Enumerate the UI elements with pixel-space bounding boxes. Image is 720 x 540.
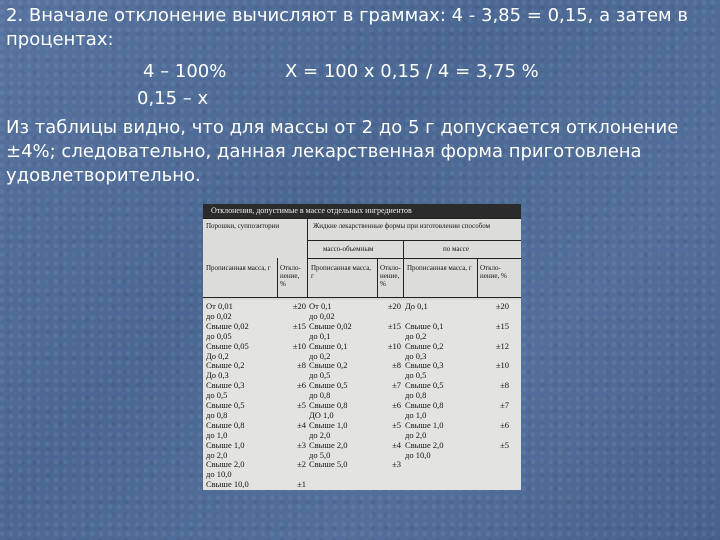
header-by-mass: по массе — [443, 245, 469, 253]
table-cell: До 0,3 — [206, 370, 229, 381]
table-cell: ±20 — [292, 301, 306, 311]
table-cell: до 0,05 — [206, 330, 232, 341]
table-cell: Свыше 0,5 — [309, 380, 348, 391]
table-cell: ±5 — [297, 400, 306, 410]
table-cell: ±8 — [500, 380, 509, 391]
header-deviation-1: Откло-нение, % — [280, 264, 301, 288]
table-cell: ±6 — [500, 419, 509, 430]
table-cell: ±8 — [297, 360, 306, 371]
table-title: Отклонения, допустимые в массе отдельных ингредиентов — [203, 204, 521, 218]
table-cell: до 1,0 — [405, 409, 427, 420]
deviation-table-scan — [203, 204, 521, 490]
header-liquids: Жидкие лекарственные формы при изготовлении способом — [313, 222, 491, 230]
table-cell: до 0,1 — [309, 330, 331, 341]
table-cell: ±15 — [495, 320, 509, 331]
table-cell: Свыше 0,8 — [309, 400, 348, 410]
table-cell: ±6 — [297, 380, 306, 391]
table-cell: ±7 — [500, 400, 509, 410]
header-mass-volume: массо-объемным — [323, 245, 374, 253]
table-cell: до 0,2 — [405, 330, 427, 341]
table-cell: ±3 — [392, 459, 401, 470]
table-cell: Свыше 2,0 — [206, 459, 245, 470]
divider — [203, 297, 521, 298]
table-cell: Свыше 1,0 — [309, 419, 348, 430]
table-cell: Свыше 2,0 — [309, 439, 348, 450]
table-cell: Свыше 0,8 — [206, 419, 245, 430]
table-cell: ±20 — [495, 301, 509, 311]
table-cell: до 5,0 — [309, 449, 331, 460]
table-cell: Свыше 0,8 — [405, 400, 444, 410]
divider — [277, 258, 278, 298]
divider — [307, 258, 521, 259]
table-cell: Свыше 5,0 — [309, 459, 348, 470]
table-cell: ±1 — [297, 479, 306, 490]
table-cell: До 0,1 — [405, 301, 428, 311]
proportion-bottom: 0,15 – х — [137, 88, 209, 109]
table-cell: Свыше 0,2 — [309, 360, 348, 371]
table-cell: Свыше 0,3 — [206, 380, 245, 391]
table-cell: ±4 — [297, 419, 306, 430]
table-cell: до 10,0 — [405, 449, 431, 460]
text-line-1: 2. Вначале отклонение вычисляют в граммах: 4 - 3,85 = 0,15, а затем в — [6, 5, 688, 26]
table-cell: до 0,2 — [309, 350, 331, 361]
table-cell: до 2,0 — [309, 429, 331, 440]
table-cell: до 0,8 — [405, 390, 427, 401]
table-cell: до 0,02 — [206, 310, 232, 321]
table-cell: От 0,01 — [206, 301, 233, 311]
table-cell: до 0,02 — [309, 310, 335, 321]
table-row — [203, 480, 521, 499]
text-line-7: удовлетворительно. — [6, 165, 201, 186]
table-cell: Свыше 0,02 — [206, 320, 249, 331]
table-cell: ±20 — [387, 301, 401, 311]
table-cell: ±4 — [392, 439, 401, 450]
header-powders: Порошки, суппозитории — [206, 222, 280, 230]
table-cell: Свыше 0,1 — [309, 340, 348, 351]
table-cell: Свыше 10,0 — [206, 479, 249, 490]
table-cell: до 2,0 — [206, 449, 228, 460]
table-cell: до 2,0 — [405, 429, 427, 440]
table-body — [203, 300, 521, 490]
formula: Х = 100 х 0,15 / 4 = 3,75 % — [285, 61, 539, 82]
table-cell: Свыше 2,0 — [405, 439, 444, 450]
table-cell: до 0,3 — [405, 350, 427, 361]
table-cell: Свыше 0,2 — [206, 360, 245, 371]
header-deviation-2: Откло-нение, % — [380, 264, 401, 288]
table-cell: Свыше 0,1 — [405, 320, 444, 331]
header-deviation-3: Откло-нение, % — [480, 264, 507, 280]
table-cell: до 0,5 — [309, 370, 331, 381]
divider — [403, 240, 404, 298]
table-cell: ±2 — [297, 459, 306, 470]
table-cell: Свыше 0,02 — [309, 320, 352, 331]
table-header — [203, 218, 521, 298]
table-cell: ±3 — [297, 439, 306, 450]
table-cell: Свыше 0,3 — [405, 360, 444, 371]
table-cell: до 0,8 — [309, 390, 331, 401]
text-line-5: Из таблицы видно, что для массы от 2 до 5 г допускается отклонение — [6, 117, 679, 138]
proportion-left: 4 – 100% — [143, 61, 227, 82]
table-cell: ±7 — [392, 380, 401, 391]
header-prescribed-mass-1: Прописанная масса, г — [206, 264, 271, 272]
table-cell: Свыше 0,5 — [405, 380, 444, 391]
text-line-2: процентах: — [6, 29, 114, 50]
table-cell: Свыше 0,5 — [206, 400, 245, 410]
header-prescribed-mass-3: Прописанная масса, г — [407, 264, 472, 272]
table-cell: Свыше 1,0 — [405, 419, 444, 430]
table-cell: ±12 — [495, 340, 509, 351]
table-cell: до 0,5 — [405, 370, 427, 381]
text-line-6: ±4%; следовательно, данная лекарственная форма приготовлена — [6, 141, 642, 162]
table-cell: Свыше 0,2 — [405, 340, 444, 351]
table-cell: до 10,0 — [206, 469, 232, 480]
table-cell: ±15 — [292, 320, 306, 331]
table-cell: до 0,8 — [206, 409, 228, 420]
table-cell: ±15 — [387, 320, 401, 331]
divider — [477, 258, 478, 298]
divider — [377, 258, 378, 298]
divider — [307, 218, 308, 298]
table-cell: От 0,1 — [309, 301, 332, 311]
divider — [307, 240, 521, 241]
table-cell: Свыше 1,0 — [206, 439, 245, 450]
table-cell: до 1,0 — [206, 429, 228, 440]
table-cell: ±8 — [392, 360, 401, 371]
table-cell: ±10 — [292, 340, 306, 351]
table-cell: ДО 1,0 — [309, 409, 334, 420]
table-cell: ±10 — [387, 340, 401, 351]
table-cell: ±5 — [392, 419, 401, 430]
table-cell: ±6 — [392, 400, 401, 410]
table-cell: до 0,5 — [206, 390, 228, 401]
divider — [203, 218, 521, 219]
table-cell: До 0,2 — [206, 350, 229, 361]
table-cell: ±10 — [495, 360, 509, 371]
table-cell: Свыше 0,05 — [206, 340, 249, 351]
header-prescribed-mass-2: Прописанная масса, г — [311, 264, 372, 280]
table-cell: ±5 — [500, 439, 509, 450]
